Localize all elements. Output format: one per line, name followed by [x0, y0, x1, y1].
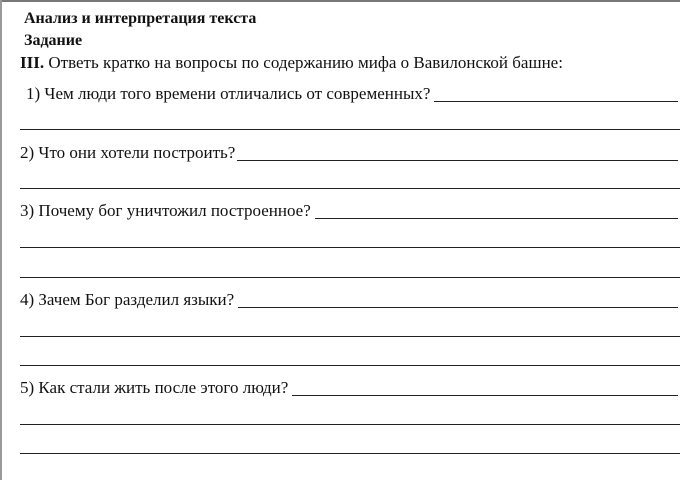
- task-number: III.: [20, 53, 45, 72]
- question-4-text: 4) Зачем Бог разделил языки?: [20, 290, 235, 309]
- worksheet-title: Анализ и интерпретация текста: [24, 10, 257, 27]
- question-5-answer-line[interactable]: [292, 379, 678, 396]
- question-4-answer-line-3[interactable]: [20, 365, 680, 366]
- task-heading: Задание: [24, 32, 83, 49]
- question-2-row: [20, 141, 678, 163]
- question-2-answer-line[interactable]: [237, 144, 678, 161]
- question-1-answer-line-2[interactable]: [20, 129, 680, 130]
- task-instruction: [20, 53, 563, 73]
- question-5-answer-line-2[interactable]: [20, 424, 680, 425]
- question-5-text: 5) Как стали жить после этого люди?: [20, 378, 289, 397]
- question-1-row: [26, 82, 678, 104]
- question-5-answer-line-3[interactable]: [20, 453, 680, 454]
- question-1-text: 1) Чем люди того времени отличались от современных?: [26, 84, 431, 103]
- question-1-answer-line[interactable]: [434, 85, 678, 102]
- question-3-text: 3) Почему бог уничтожил построенное?: [20, 201, 311, 220]
- question-3-answer-line[interactable]: [315, 202, 678, 219]
- task-instruction-text: Ответь кратко на вопросы по содержанию мифа о Вавилонской башне:: [48, 53, 563, 72]
- question-4-answer-line[interactable]: [238, 291, 678, 308]
- question-3-answer-line-3[interactable]: [20, 277, 680, 278]
- question-2-text: 2) Что они хотели построить?: [20, 143, 236, 162]
- question-4-answer-line-2[interactable]: [20, 336, 680, 337]
- question-2-answer-line-2[interactable]: [20, 188, 680, 189]
- question-3-row: [20, 199, 678, 221]
- question-5-row: [20, 376, 678, 398]
- page-border-top: [0, 0, 680, 2]
- question-4-row: [20, 288, 678, 310]
- question-3-answer-line-2[interactable]: [20, 247, 680, 248]
- page-border-left: [0, 0, 2, 480]
